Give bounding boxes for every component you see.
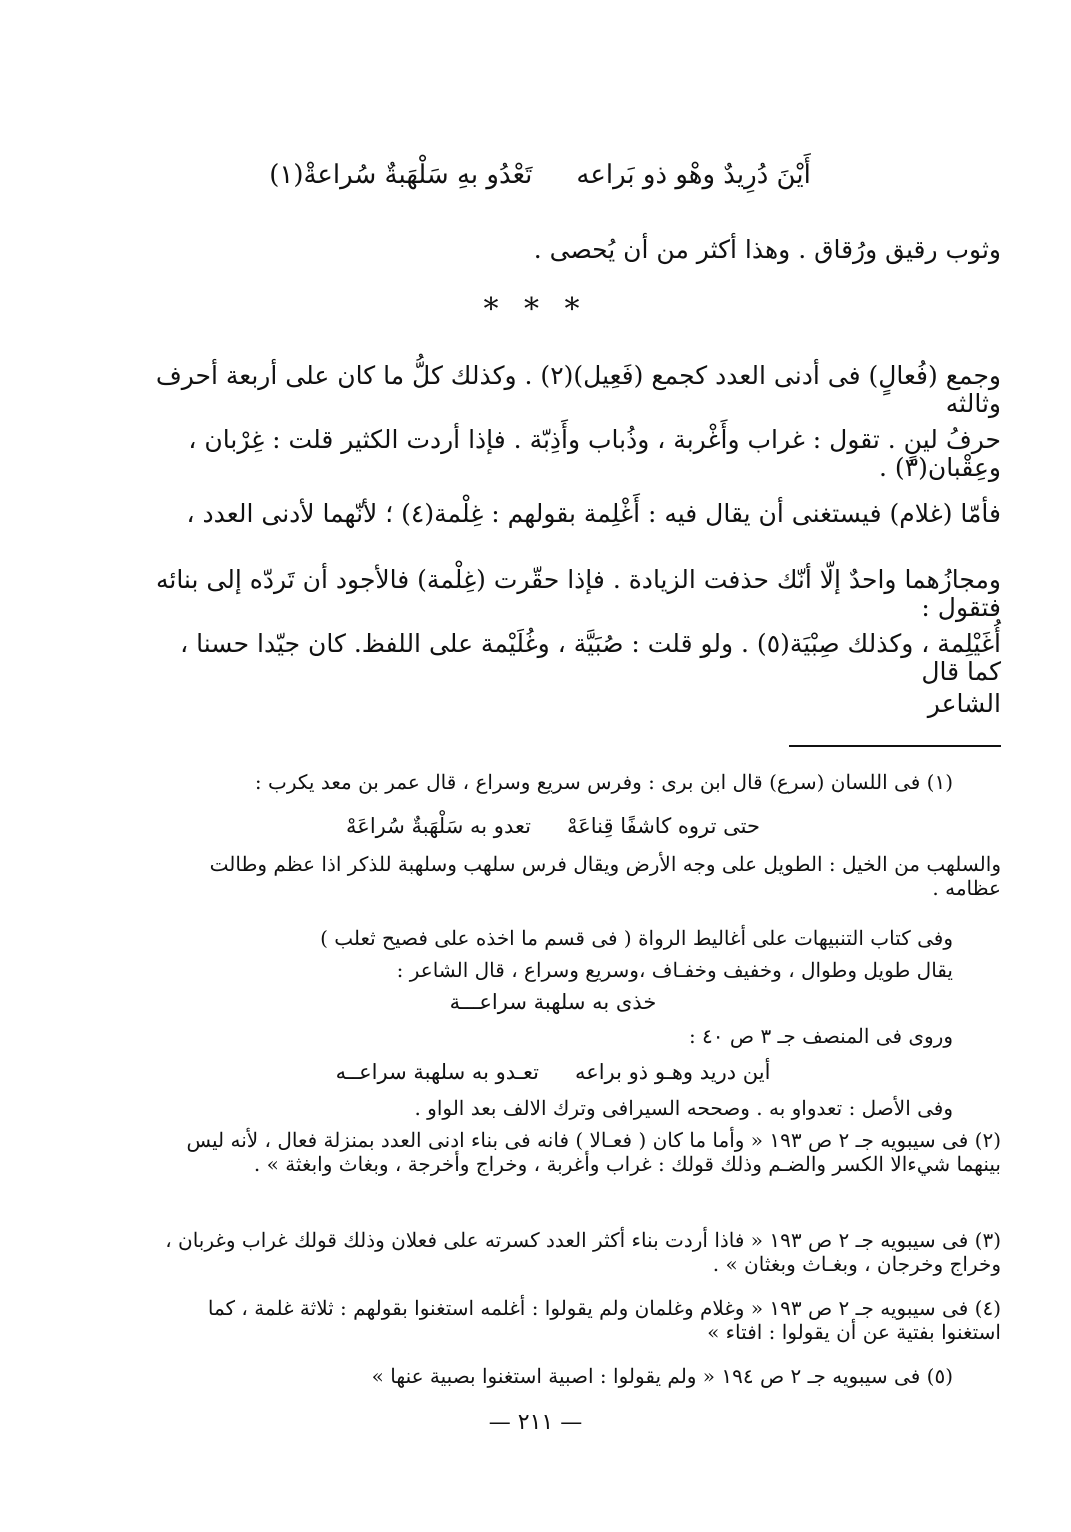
footnote-1-line-2: والسلهب من الخيل : الطويل على وجه الأرض ويقال فرس سلهب وسلهبة للذكر اذا عظم وطالت عظامه . bbox=[209, 852, 1001, 900]
footnote-3: (٣) فى سيبويه جـ ٢ ص ١٩٣ « فاذا أردت بناء أكثر العدد كسرته على فعلان وذلك قولك غراب وغربان ، وخراج وخرجان ، وبغـاث وبغثان » . bbox=[165, 1228, 1001, 1276]
body-line-4: فأمّا (غلام) فيستغنى أن يقال فيه : أَغْلِمة بقولهم : غِلْمة(٤) ؛ لأنّهما لأدنى العدد ، bbox=[186, 499, 1001, 528]
body-line-5: ومجازُهما واحدٌ إلّا أنّك حذفت الزيادة . فإذا حقّرت (غِلْمة) فالأجود أن تَردّه إلى بنائه فتقول : bbox=[155, 565, 1001, 622]
body-line-7: الشاعر bbox=[927, 689, 1001, 718]
section-separator: * * * bbox=[483, 292, 588, 327]
body-line-2: وجمع (فُعالٍ) فى أدنى العدد كجمع (فَعِيل)(٢) . وكذلك كلُّ ما كان على أربعة أحرف وثالثه bbox=[155, 361, 1001, 418]
fn1-verse-first: حتى تروه كاشفًا قِناعَهْ bbox=[566, 814, 760, 838]
fn1-verse3-second: تعـدو به سلهبة سراعــه bbox=[335, 1060, 539, 1084]
opening-verse bbox=[150, 160, 930, 190]
footnote-1-verse-2: خذى به سلهبة سراعـــة bbox=[449, 990, 657, 1014]
footnote-1-verse-3 bbox=[153, 1060, 953, 1084]
footnote-1-line-5: وروى فى المنصف جـ ٣ ص ٤٠ : bbox=[688, 1024, 953, 1048]
body-line-1: وثوب رقيق ورُقاق . وهذا أكثر من أن يُحصى . bbox=[533, 235, 1001, 264]
footnote-1-verse bbox=[153, 814, 953, 838]
footnote-4: (٤) فى سيبويه جـ ٢ ص ١٩٣ « وغلام وغلمان ولم يقولوا : أغلمه استغنوا بقولهم : ثلاثة غلمة ، كما استغنوا بفتية عن أن يقولوا : افتاء » bbox=[207, 1296, 1001, 1344]
verse-second-hemistich: تَعْدُو بهِ سَلْهَبةٌ سُراعةْ(١) bbox=[269, 160, 533, 190]
body-line-6: أُغَيْلِمة ، وكذلك صِبْيَة(٥) . ولو قلت : صُبَيَّة ، وغُلَيْمة على اللفظ. كان جيّدا حسنا ، كما قال bbox=[180, 629, 1001, 686]
body-line-3: حرفُ لينٍ . تقول : غراب وأَغْربة ، وذُباب وأَذِبّة . فإذا أردت الكثير قلت : غِرْبان ، وعِقْبان(٣) . bbox=[188, 425, 1001, 482]
verse-first-hemistich: أَيْنَ دُرِيدٌ وهْو ذو بَراعه bbox=[576, 160, 811, 190]
footnote-5: (٥) فى سيبويه جـ ٢ ص ١٩٤ « ولم يقولوا : اصبية استغنوا بصبية عنها » bbox=[371, 1364, 953, 1388]
fn1-verse3-first: أين دريد وهـو ذو براعه bbox=[574, 1060, 771, 1084]
footnote-1-line-3: وفى كتاب التنبيهات على أغاليط الرواة ( فى قسم ما اخذه على فصيح ثعلب ) bbox=[320, 926, 953, 950]
footnote-1-line-4: يقال طويل وطوال ، وخفيف وخفـاف ،وسريع وسراع ، قال الشاعر : bbox=[396, 958, 953, 982]
footnote-divider bbox=[789, 745, 1001, 747]
page-number: — ٢١١ — bbox=[488, 1410, 583, 1435]
fn1-verse-second: تعدو به سَلْهَبةٌ سُراعَهْ bbox=[346, 814, 531, 838]
footnote-1-line-1: (١) فى اللسان (سرع) قال ابن برى : وفرس سريع وسراع ، قال عمر بن معد يكرب : bbox=[254, 770, 953, 794]
footnote-1-line-6: وفى الأصل : تعدواو به . وصححه السيرافى وترك الالف بعد الواو . bbox=[414, 1096, 953, 1120]
footnote-2: (٢) فى سيبويه جـ ٢ ص ١٩٣ « وأما ما كان ( فعـالا ) فانه فى بناء ادنى العدد بمنزلة فعال ، لأنه ليس بينهما شيءالا الكسر والضـم وذلك قولك : غراب وأغربة ، وخراج وأخرجة ، وبغاث وابغثة » . bbox=[186, 1128, 1001, 1176]
